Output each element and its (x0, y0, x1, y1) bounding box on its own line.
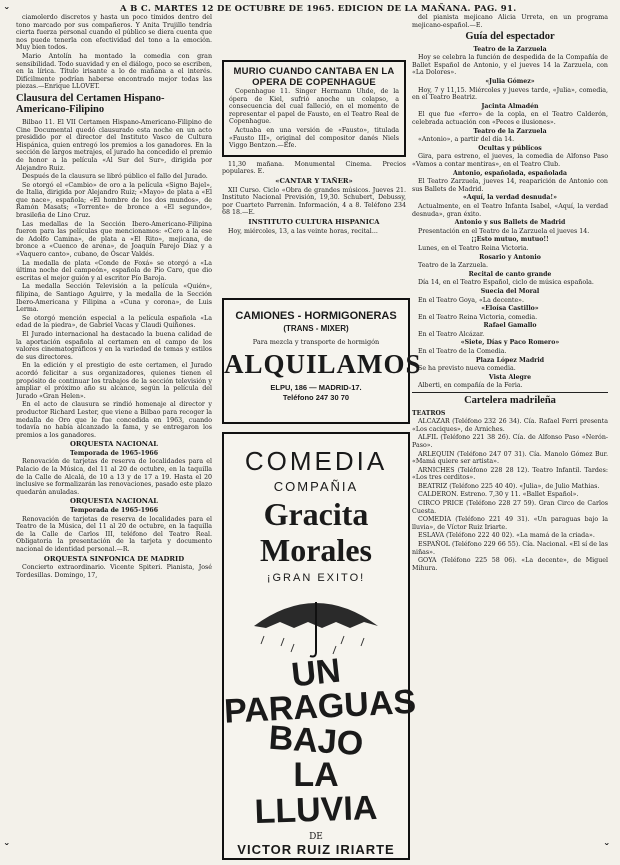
guide-subhead: «Julia Gómez» (485, 78, 535, 86)
subhead-orquesta: ORQUESTA NACIONAL (69, 497, 159, 506)
article-text: Se otorgó el «Cambio» de oro a la película «Signo Bajel», de Italia, dirigida por Alejandro Ruiz; «Mayo» de plata a «El que nace», española; «El hombre de los dos mundos», de Ramón Masats; «Torrente» de bronce a «El segundo», brasileña de Lino Cruz. (16, 181, 212, 220)
listing-text: ALFIL (Teléfono 221 38 26). Cía. de Alfonso Paso «Nerón-Paso». (412, 434, 608, 449)
registration-mark: ˇ (4, 842, 10, 855)
ad-author-prefix: DE (309, 832, 323, 842)
ad-big-text: ALQUILAMOS (224, 349, 422, 379)
article-text: La medalla de plata «Conde de Foxá» se otorgó a «La última noche del campeón», española de Pío Caro, que dio escritas el mejor guión y al escritor Pío Baroja. (16, 259, 212, 282)
guide-subhead: Vista Alegre (488, 373, 532, 381)
ad-success: ¡GRAN EXITO! (266, 572, 366, 584)
guide-text: Actualmente, en el Teatro Infanta Isabel, «Aquí, la verdad desnuda», gran éxito. (412, 202, 608, 218)
guide-text: Hoy se celebra la función de despedida de la Compañía de Ballet Español de Antonio, y el jueves 14 la Zarzuela, con «La Dolores». (412, 54, 608, 77)
headline-cartelera: Cartelera madrileña (412, 392, 608, 407)
guide-subhead: Ocultas y públicos (478, 144, 542, 152)
box-headline: MURIO CUANDO CANTABA EN LA OPERA DE COPENHAGUE (233, 66, 395, 88)
headline-certamen: Clausura del Certamen Hispano-Americano-Filipino (16, 92, 165, 116)
article-text: Actuaba en una versión de «Fausto», titulada «Fausto III», original del compositor danés Niels Viggo Bentzon.—Efe. (229, 126, 399, 150)
guide-subhead: Rafael Gamallo (483, 322, 537, 330)
article-text: Renovación de tarjetas de reserva de localidades para el Teatro de la Música, del 11 al 20 de octubre, en la taquilla de la Calle de Carlos III, teléfono del Teatro Real. Obligatoria la presentación de la tarjeta y documento nacional de identidad personal.—R. (16, 515, 212, 553)
column-middle (222, 60, 406, 236)
guide-subhead: Plaza López Madrid (475, 356, 545, 364)
guide-text: Presentación en el Teatro de la Zarzuela el jueves 14. (418, 227, 590, 235)
listing-text: CALDERON. Estreno. 7,30 y 11. «Ballet Español». (418, 491, 579, 499)
listing-text: BEATRIZ (Teléfono 225 40 40). «Julia», de Julio Mathias. (418, 482, 600, 490)
ad-play-word: UN (289, 651, 343, 695)
page-header: A B C. MARTES 12 DE OCTUBRE DE 1965. EDICION DE LA MAÑANA. PAG. 91. (120, 4, 517, 14)
article-text: Después de la clausura se libró público el fallo del Jurado. (22, 173, 208, 181)
ad-actress-first: Gracita (263, 496, 369, 532)
subhead-cantar: «CANTAR Y TAÑER» (275, 176, 353, 185)
headline-guia: Guía del espectador (465, 31, 555, 43)
article-text: Mario Antolín ha montado la comedia con gran sensibilidad. Todo suavidad y en el diálogo, poco se escriben, en la lírica. Título irisante a lo de mañana a el interés. Difícilmente podrían haberse encontrado mejor todas las piezas.—Enrique LLOVET. (16, 52, 212, 91)
section-teatros: TEATROS (412, 409, 446, 417)
guide-text: Teatro de la Zarzuela. (418, 262, 489, 270)
ad-play-word: LLUVIA (253, 788, 379, 832)
news-box-opera (222, 60, 406, 157)
listing-text: COMEDIA (Teléfono 221 49 31). «Un paraguas bajo la lluvia», de Víctor Ruiz Iriarte. (412, 516, 608, 531)
guide-subhead: Suecia del Moral (480, 287, 540, 295)
guide-subhead: «Siete, Días y Paco Romero» (460, 339, 560, 347)
article-text: 11,30 mañana. Monumental Cinema. Precios populares. E. (222, 160, 406, 176)
article-text: En el acto de clausura se rindió homenaje al director y productor Richard Lester, que viene a Bilbao para recoger la medalla de Oro que le fue concedida en 1963, cuando todavía no había alcanzado la fama, y se entregaron los premios a los ganadores. (16, 401, 212, 439)
guide-text: En el Teatro Alcázar. (418, 330, 485, 338)
guide-subhead: Antonio y sus Ballets de Madrid (454, 219, 566, 227)
subhead-sinfonica: ORQUESTA SINFONICA DE MADRID (43, 554, 185, 563)
ad-address: ELPU, 186 — MADRID-17. (270, 383, 362, 392)
listing-text: CIRCO PRICE (Teléfono 228 27 59). Gran Circo de Carlos Cuesta. (412, 500, 608, 515)
subhead-temporada: Temporada de 1965-1966 (69, 449, 159, 457)
guide-text: Día 14, en el Teatro Español, ciclo de música española. (418, 279, 594, 287)
listing-text: GOYA (Teléfono 225 58 06). «La decente», de Miguel Mihura. (412, 557, 608, 572)
guide-text: El Teatro Zarzuela, jueves 14, reaparición de Antonio con sus Ballets de Madrid. (412, 178, 608, 193)
registration-mark: ˇ (4, 6, 10, 19)
ad-play-word: PARAGUAS (223, 682, 417, 731)
guide-subhead: Recital de canto grande (468, 270, 552, 278)
guide-text: En el Teatro Reina Victoria, comedia. (418, 313, 538, 321)
guide-text: En el Teatro Goya, «La decente». (418, 296, 525, 304)
article-text: Bilbao 11. El VII Certamen Hispano-Americano-Filipino de Cine Documental quedó clausurado esta noche en un acto presidido por el director del Instituto Vasco de Cultura Hispánica, quien entregó los premios a los ganadores. En la sección de largos metrajes, el jurado ha concedido el premio de honor a la película «Al Sur del Sur», dirigida por Alejandro Ruiz. (16, 118, 212, 172)
ad-title: CAMIONES - HORMIGONERAS (235, 310, 397, 322)
ad-play-word: BAJO (267, 718, 365, 764)
guide-subhead: Antonio, españolada, españolada (452, 169, 568, 177)
advert-hormigoneras (222, 298, 422, 424)
ad-compania: COMPAÑIA (273, 479, 359, 494)
registration-mark: ˇ (604, 842, 610, 855)
guide-text: «Antonio», a partir del día 14. (418, 136, 515, 144)
guide-text: Hoy, 7 y 11,15. Miércoles y jueves tarde, «Julia», comedia, en el Teatro Beatriz. (412, 86, 608, 102)
ad-line: Para mezcla y transporte de hormigón (252, 338, 380, 346)
ad-play-word: LA (293, 756, 339, 794)
subhead-instituto: INSTITUTO CULTURA HISPANICA (248, 217, 380, 226)
ad-subtitle: (TRANS - MIXER) (283, 324, 349, 333)
column-right (412, 14, 608, 859)
ad-phone: Teléfono 247 30 70 (282, 393, 350, 402)
article-text: Las medallas de la Sección Ibero-Americano-Filipina fueron para las películas que mencionamos: «Cero a la ese de Adolfo Camina», de plata a «El Rito», mejicana, de bronce a «Cuenco de arena», de Joaquín Parejo Díaz y a «Vaquero canto», cubano, de Óscar Valdés. (16, 220, 212, 259)
guide-text: Se ha previsto nueva comedia. (418, 365, 516, 373)
ad-actress-last: Morales (260, 532, 372, 568)
article-text: ciamolerdo discretos y hasta un poco tímidos dentro del tono marcado por sus compañeros. Y Anita Trujillo tendría cierta fuerza personal cuando el público se diera cuenta que nos puede tenerla con efectividad del tono a la emoción. Muy bien todos. (16, 14, 212, 52)
article-text: Concierto extraordinario. Vicente Spiteri. Pianista, José Tordesillas. Domingo, 17, (16, 564, 212, 579)
subhead-orquesta: ORQUESTA NACIONAL (69, 440, 159, 449)
article-text: XII Curso. Ciclo «Obra de grandes músicos. Jueves 21. Instituto Nacional Previsión, 19,30. Schubert, Debussy, por Cuarteto Parrenin. Información, 4 a 8. Teléfono 234 68 18.—E. (222, 186, 406, 217)
article-text: del pianista mejicano Alicia Urreta, en un programa mejicano-español.—E. (412, 14, 608, 29)
article-text: Renovación de tarjetas de reserva de localidades para el Palacio de la Música, del 11 al 20 de octubre, en la taquilla de la Calle de Alcalá, de 10 a 13 y de 17 a 19. Hasta el 20 inclusive se formalizarán las renovaciones, pasado este plazo quedarán anuladas. (16, 458, 212, 496)
listing-text: ARLEQUIN (Teléfono 247 07 31). Cía. Manolo Gómez Bur. «Mamá quiere ser artista». (412, 450, 608, 466)
guide-subhead: «Aquí, la verdad desnuda!» (463, 194, 557, 202)
ad-author: VICTOR RUIZ IRIARTE (237, 842, 395, 857)
listing-text: ESPAÑOL (Teléfono 229 66 55). Cía. Nacional. «El sí de las niñas». (412, 541, 608, 556)
column-left (16, 14, 212, 859)
article-text: Se otorgó mención especial a la película española «La edad de la piedra», de Gabriel Vacas y Claudi Quiñones. (16, 314, 212, 330)
guide-text: Gira, para estreno, el jueves, la comedia de Alfonso Paso «Vamos a contar mentiras», en el Teatro Club. (412, 153, 608, 168)
guide-subhead: «Eloísa Castillo» (481, 305, 539, 313)
guide-subhead: Teatro de la Zarzuela (473, 45, 547, 53)
ad-theatre-name: COMEDIA (244, 446, 388, 476)
article-text: Hoy, miércoles, 13, a las veinte horas, recital... (228, 227, 378, 235)
guide-text: Lunes, en el Teatro Reina Victoria. (418, 244, 529, 252)
article-text: Copenhague 11. Singer Hermann Uhde, de la ópera de Kiel, sufrió anoche un colapso, a consecuencia del cual falleció, en el momento de representar el papel de Fausto, en el Teatro Real de Copenhague. (229, 88, 399, 126)
guide-subhead: Teatro de la Zarzuela (473, 127, 547, 135)
guide-text: El que fue «ferro» de la copla, en el Teatro Calderón, celebrada actuación con «Peces e ilusiones». (412, 111, 608, 127)
article-text: El Jurado internacional ha destacado la buena calidad de la aportación española al certamen en el campo de los valores cinematográficos y en la variedad de temas y estilos de sus directores. (16, 330, 212, 361)
guide-text: Alberti, en compañía de la Feria. (418, 382, 523, 390)
guide-text: En el Teatro de la Comedia. (418, 348, 507, 356)
guide-subhead: Jacinta Almadén (481, 102, 539, 110)
guide-subhead: Rosario y Antonio (479, 253, 541, 261)
advert-comedia (222, 432, 417, 860)
listing-text: ESLAVA (Teléfono 222 40 02). «La mamá de la criada». (418, 532, 595, 540)
article-text: La medalla Sección Televisión a la película «Quién», filipina, de Santiago Aguirre, y la medalla de la Sección Ibero-Americana y Filipina a «Cuna y corona», de Luis Lerma. (16, 283, 212, 314)
article-text: En la edición y el prestigio de este certamen, el Jurado acordó felicitar a sus organizadores, quienes tienen el propósito de continuar los trabajos de la sección televisión y ampliar el próximo año su alcance, según la película del Jurado «Gran Helen». (16, 362, 212, 400)
guide-subhead: ¡¡Esto mutuo, mutuo!! (471, 236, 549, 244)
listing-text: ARNICHES (Teléfono 228 28 12). Teatro Infantil. Tardes: «Los tres cerditos». (412, 466, 608, 482)
subhead-temporada: Temporada de 1965-1966 (69, 507, 159, 515)
listing-text: ALCAZAR (Teléfono 232 26 34). Cía. Rafael Ferri presenta «Los caciques», de Arniches. (412, 418, 608, 433)
